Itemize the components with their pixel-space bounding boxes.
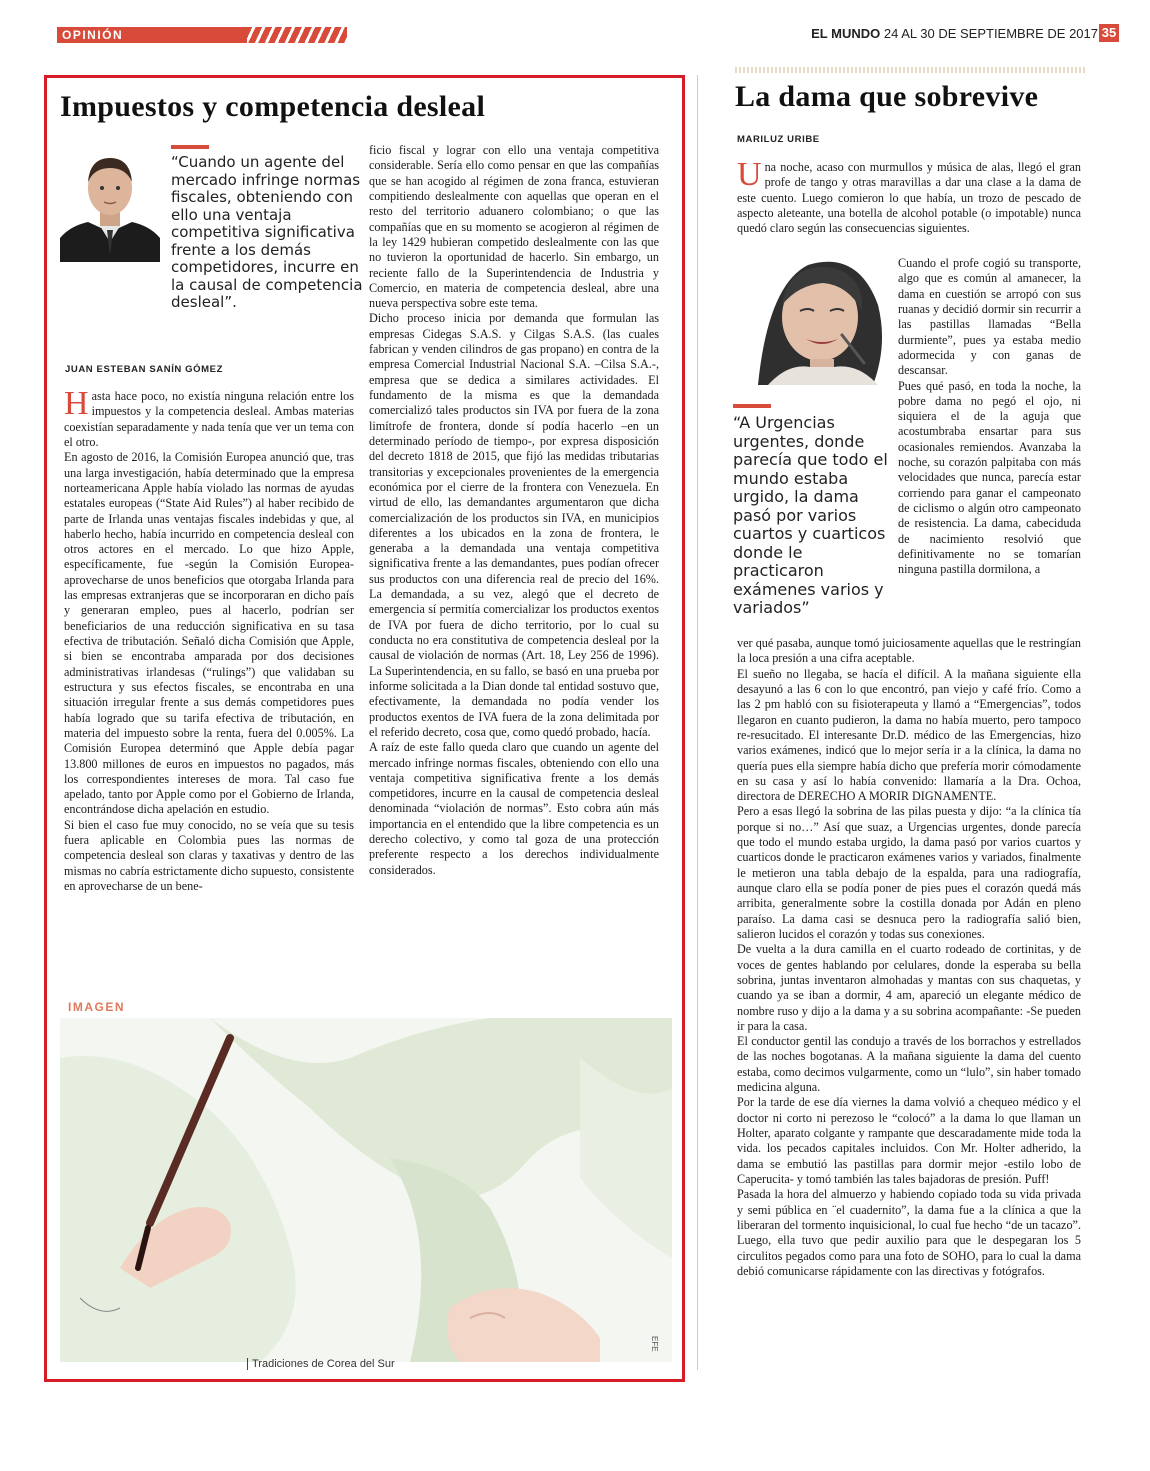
paper-name: EL MUNDO [811,26,881,41]
paragraph: Cuando el profe cogió su transporte, algo que es común al amanecer, la dama en cuestión se arropó con sus ruanas y decidió dormir sin recurrir a las pastillas llamadas “Bella durmiente”, pues ya estaba medio adormecida y con ganas de descansar. [898,256,1081,378]
issue-date: 24 AL 30 DE SEPTIEMBRE DE 2017 [883,26,1098,41]
paragraph: ficio fiscal y lograr con ello una ventaja competitiva considerable. Sería ello como pensar en que las compañías que se han acogido al régimen de zona franca, estuvieran compitiendo deslealmente con aquellas que operan en el resto del territorio aduanero colombiano; o que las compañías que en su momento se acogieron al régimen de la ley 1429 hubieran competido deslealmente con las que no tuvieron la oportunidad de hacerlo. Sin embargo, un reciente fallo de la Superintendencia de Industria y Comercio, en materia de competencia desleal, abre una nueva perspectiva sobre este tema. [369,143,659,311]
column-divider [697,75,698,1370]
photo-caption: Tradiciones de Corea del Sur [247,1358,395,1370]
author-portrait [738,245,892,385]
paragraph: El conductor gentil las condujo a través de los borrachos y estrellados de las noches bogotanas. A la mañana siguiente la dama del cuento estaba, como decimos vulgarmente, como un “lulo”, sin haber tomado medicina alguna. [737,1034,1081,1095]
right-wrap-column [898,256,1081,578]
paragraph: ver qué pasaba, aunque tomó juiciosamente aquellas que le restringían la loca presión a una cifra aceptable. [737,636,1081,666]
right-top-rule [735,67,1085,73]
quote-accent-bar [733,404,771,408]
right-headline: La dama que sobrevive [735,80,1039,113]
quote-accent-bar [171,145,209,149]
section-tag [57,27,347,43]
paragraph: El sueño no llegaba, se hacía el difícil. A la mañana siguiente ella desayunó a las 6 con lo que encontró, pan viejo y café frío. Como a las 2 pm habló con su fisioterapeuta y llamó a “Emergencias”, todos llegaron en cuanto pudieron, la dama no había muerto, pero tampoco re-resucitado. El interesante Dr.D. médico de las Emergencias, hizo varios exámenes, indicó que lo mejor sería ir a la clínica, la dama no quería pues ella siempre había dicho que prefería morir cómodamente en su casa y así lo había convenido: llamaría a la Dra. Ochoa, directora de DERECHO A MORIR DIGNAMENTE. [737,666,1081,804]
paragraph: Por la tarde de ese día viernes la dama volvió a chequeo médico y el doctor ni corto ni perezoso le “colocó” a la dama lo que llaman un Holter, aparato colgante y rampante que descaradamente mide toda la vida. los pecados capitales incluidos. Con Mr. Holter adherido, la dama se embutió las pastillas para dormir mejor -estilo lobo de Caperucita- y tomó también las tales bajadoras de presión. Puff! [737,1095,1081,1186]
paragraph: Pero a esas llegó la sobrina de las pilas puesta y dijo: “a la clínica tía porque si no…” Así que suaz, a Urgencias urgentes, donde parecía que todo el mundo estaba urgido, la dama pasó por varios cuartos y cuarticos donde le practicaron exámenes varios y variados, finalmente le metieron una tabla debajo de la espalda, para una radiografía, aunque claro ella se podía poner de pies pues el corazón quedá más arribita, generalmente sobre la costilla donada por Adán en pleno paraíso. La dama casi se desnuca pero la radiografía salió bien, salieron lucidos el corazón y todas sus conexiones. [737,804,1081,941]
right-byline: MARILUZ URIBE [737,134,820,145]
paragraph: Pues qué pasó, en toda la noche, la pobre dama no pegó el ojo, ni siquiera el de la aguja que acostumbraba ensartar para sus ocasionales remiendos. Avanzaba la noche, su corazón palpitaba con más velocidades que nunca, parecía estar corriendo para ganar el campeonato de ciclismo o algún otro campeonato de resistencia. La dama, cabeciduda de nacimiento resolvió que definitivamente no se tomarían ninguna pastilla dormilona, a [898,378,1081,577]
right-body [737,636,1081,1279]
paragraph: Hasta hace poco, no existía ninguna relación entre los impuestos y la competencia desleal. Ambas materias coexistían separadamente y nada tenía que ver un tema con el otro. [64,385,354,449]
image-section-label: IMAGEN [68,1000,125,1014]
drop-cap: H [64,385,89,422]
left-byline: JUAN ESTEBAN SANÍN GÓMEZ [65,364,223,375]
paragraph: A raíz de este fallo queda claro que cuando un agente del mercado infringe normas fiscales, obteniendo con ello una ventaja competitiva significativa frente a los demás competidores, incurre en la causal de competencia desleal denominada “violación de normas”. Esto cobra aún más importancia en el entendido que la libre competencia es un derecho colectivo, y como tal goza de una protección preferente respecto a los derechos individualmente considerados. [369,740,659,877]
paper-info [811,26,1098,41]
page-number: 35 [1099,24,1119,42]
author-portrait [60,146,160,262]
calligraphy-photo [60,1018,672,1362]
left-column-2 [369,143,659,878]
left-pull-quote: “Cuando un agente del mercado infringe normas fiscales, obteniendo con ello una ventaja competitiva significativa frente a los demás competidores, incurre en la causal de competencia desleal”. [171,153,363,312]
paragraph: Pasada la hora del almuerzo y habiendo copiado toda su vida privada y semi pública en ¨el cuadernito”, la dama fue a la clínica a que la liberaran del tormento inquisicional, lo cual fue hecho “de un tacazo”. Luego, ella tuvo que pedir auxilio para que le despegaran los 5 circulitos pegados como para una foto de SOHO, para lo cual la dama debió comunicarse rápidamente con las directivas y fotógrafos. [737,1187,1081,1278]
page-header [0,0,1150,50]
left-article [44,75,685,1382]
paragraph: Si bien el caso fue muy conocido, no se veía que su tesis fuera aplicable en Colombia pues las normas de competencia desleal son claras y taxativas y dentro de las mismas no cabría estrictamente dicho supuesto, consistente en aprovecharse de un bene- [64,817,354,893]
right-pull-quote: “A Urgencias urgentes, donde parecía que todo el mundo estaba urgido, la dama pasó por varios cuartos y cuarticos donde le practicaron exámenes varios y variados” [733,413,888,618]
paragraph: Dicho proceso inicia por demanda que formulan las empresas Cidegas S.A.S. y Cilgas S.A.S. (las cuales fabrican y venden cilindros de gas propano) en contra de la empresa Comercial Industrial Nacional S.A. –Cilsa S.A.-, empresa que se dedica a similares actividades. El fundamento de la misma es que la demandada comercializó tales productos sin IVA por fuera de la zona limítrofe de frontera, donde sí podía hacerlo –en un determinado período de tiempo-, por expresa disposición del decreto 1818 de 2015, que fijó las medidas tributarias transitorias y excepcionales provenientes de la emergencia económica por el cierre de la frontera con Venezuela. En virtud de ello, las demandantes argumentaron que dicha comercialización de los productos sin IVA, en municipios diferentes a los ubicados en la zona de frontera, le generaba a la demandada una ventaja competitiva significativa frente a las demandantes, pues podían ofrecer sus productos con una diferencia real de precio del 16%. La demandada, a su vez, alegó que el decreto de emergencia sí permitía comercializar los productos exentos de IVA por fuera de dicho territorio, por lo cual su conducta no era constitutiva de competencia desleal por la causal de violación de normas (Art. 18, Ley 256 de 1996). La Superintendencia, en su fallo, se basó en una prueba por informe solicitada a la Dian donde tal entidad sostuvo que, efectivamente, la demandada no podía vender los productos exentos de IVA fuera de la zona delimitada por el referido decreto, cosa que, como quedó probado, hacía. [369,311,659,739]
photo-credit: EFE [650,1336,659,1352]
paragraph: Una noche, acaso con murmullos y música de alas, llegó el gran profe de tango y otras maravillas a dar una clase a la dama de este cuento. Luego comieron lo que había, un trozo de pescado de aspecto aleteante, una botella de alcohol potable (o impotable) nunca quedó claro según las consecuencias siguientes. [737,156,1081,236]
left-column-1 [64,385,354,894]
left-headline: Impuestos y competencia desleal [60,90,486,123]
drop-cap: U [737,156,762,193]
paragraph: De vuelta a la dura camilla en el cuarto rodeado de cortinitas, y de voces de gentes hablando por celulares, donde la esperaba su bella sobrina, juntas inventaron almohadas y mantas con sus chaquetas, y cuando ya se iban a dormir, 4 am, apareció un elegante médico de nombre ruso y dijo a la dama y a su sobrina acompañante: -Se pueden ir para la casa. [737,942,1081,1033]
paragraph: En agosto de 2016, la Comisión Europea anunció que, tras una larga investigación, había determinado que la empresa norteamericana Apple había violado las normas de ayudas estatales europeas (“State Aid Rules”) al haber recibido de parte de Irlanda unas ventajas fiscales indebidas y que, al haberlo hecho, había incurrido en competencia desleal con otros actores en el mercado. Lo que hizo Apple, específicamente, fue -según la Comisión Europea- aprovecharse de unos beneficios que otorgaba Irlanda para las empresas extranjeras que se incorporaran en dicho país y generaran empleo, pues al hacerlo, podrían ser beneficiarios de una reducción significativa en su tasa efectiva de tributación. Señaló dicha Comisión que Apple, si bien se encontraba amparada por dos decisiones administrativas irlandesas (“rulings”) que validaban su estructura y sus efectos fiscales, se encontraba en una situación irregular frente a sus demás competidores pues había logrado que su tarifa efectiva de tributación, en materia del impuesto sobre la renta, fuera del 0.005%. La Comisión Europea determinó que Apple debía pagar 13.800 millones de euros en impuestos no pagados, más los correspondientes intereses de mora. Tal caso fue apelado, tanto por Apple como por el Gobierno de Irlanda, encontrándose dicha apelación en estudio. [64,450,354,817]
right-intro [737,156,1081,237]
section-label: OPINIÓN [62,28,124,42]
